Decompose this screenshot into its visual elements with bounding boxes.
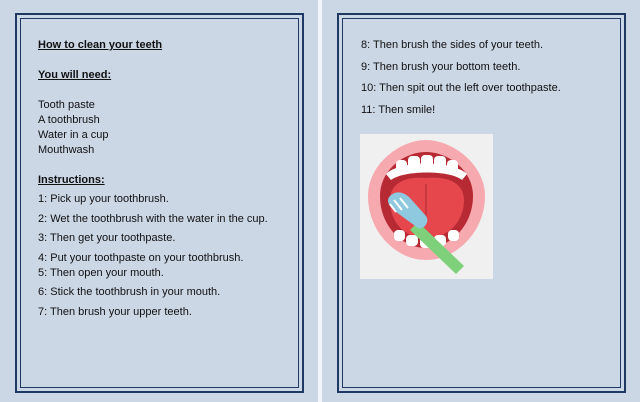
left-page-content: [38, 38, 288, 324]
right-page: [322, 0, 640, 402]
instruction-step: 2: Wet the toothbrush with the water in the cup.: [38, 212, 268, 225]
instructions-heading: Instructions:: [38, 174, 105, 186]
list-item: Mouthwash: [38, 144, 95, 156]
right-page-content: [361, 38, 611, 124]
list-item: Tooth paste: [38, 99, 95, 111]
mouth-icon: [360, 134, 493, 279]
instruction-step: 10: Then spit out the left over toothpaste.: [361, 82, 561, 94]
instruction-step: 1: Pick up your toothbrush.: [38, 193, 169, 205]
instruction-step: 8: Then brush the sides of your teeth.: [361, 39, 544, 51]
instruction-step: 5: Then open your mouth.: [38, 266, 164, 279]
instructions-list: [38, 192, 288, 320]
list-item: A toothbrush: [38, 114, 100, 126]
mouth-toothbrush-illustration: [360, 134, 493, 279]
list-item: Water in a cup: [38, 129, 109, 141]
left-page: [0, 0, 318, 402]
instruction-step: 6: Stick the toothbrush in your mouth.: [38, 286, 221, 298]
you-will-need-heading: You will need:: [38, 69, 112, 81]
instruction-step: 9: Then brush your bottom teeth.: [361, 60, 521, 73]
instruction-step: 11: Then smile!: [361, 103, 436, 116]
instruction-step: 3: Then get your toothpaste.: [38, 232, 176, 244]
instruction-step: 4: Put your toothpaste on your toothbrush.: [38, 251, 244, 264]
instruction-step: 7: Then brush your upper teeth.: [38, 305, 192, 318]
document-title: How to clean your teeth: [38, 39, 163, 51]
